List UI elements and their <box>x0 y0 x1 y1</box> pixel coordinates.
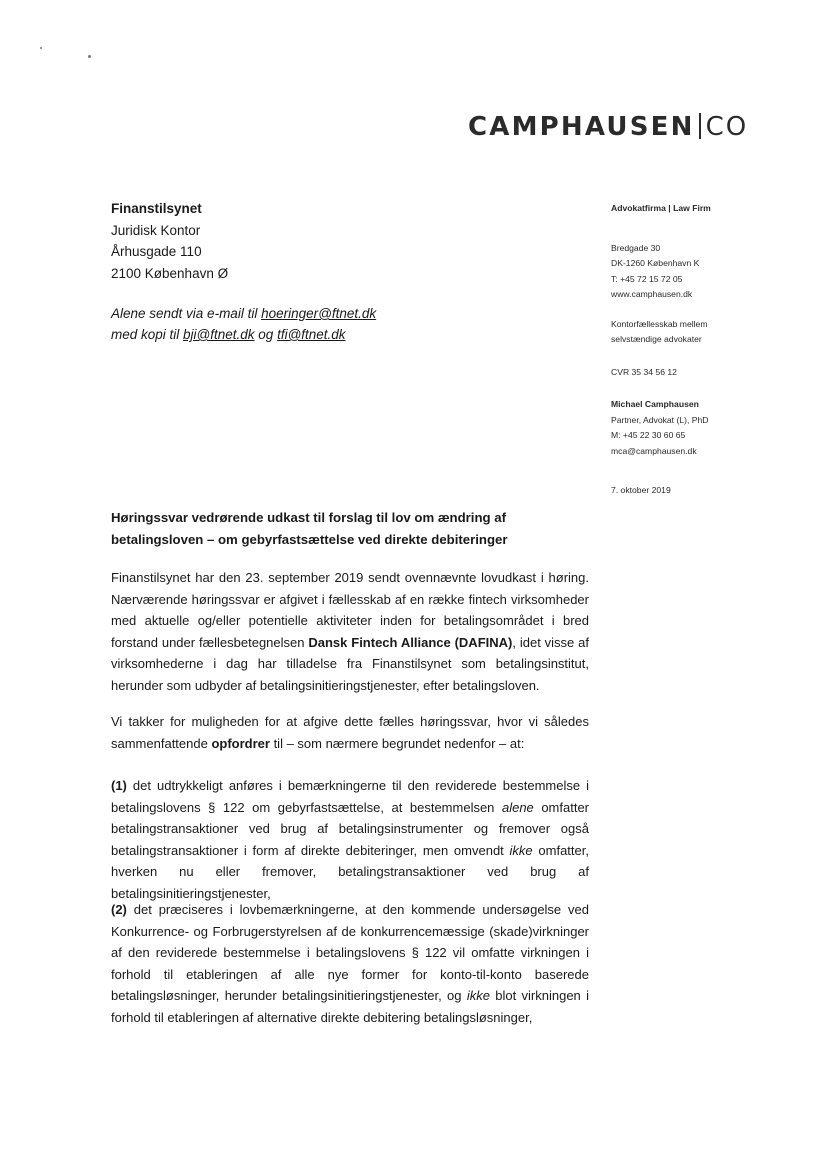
firm-note-line2: selvstændige advokater <box>611 334 702 344</box>
point-number: (1) <box>111 778 127 793</box>
paragraph-text: blot virkningen i forhold til etableringen af alternative direkte debitering betalingsløsninger, <box>111 988 589 1025</box>
firm-website[interactable]: www.camphausen.dk <box>611 289 693 299</box>
delivery-note <box>111 303 376 345</box>
scan-speck <box>40 47 42 49</box>
copy-note-conjunction: og <box>254 327 278 342</box>
email-link-bji[interactable]: bji@ftnet.dk <box>183 327 255 342</box>
letterhead-sidebar <box>611 201 711 499</box>
firm-logo <box>468 112 748 142</box>
contact-email[interactable]: mca@camphausen.dk <box>611 445 697 456</box>
point-number: (2) <box>111 902 127 917</box>
emphasis-text: alene <box>501 799 534 815</box>
paragraph-text: det præciseres i lovbemærkningerne, at den kommende undersøgelse ved Konkurrence- og Forbrugerstyrelsen af de konkurrencemæssige (skade)virkninger af den reviderede bestemmelse i betalingslovens § 122 vil omfatte virkningen i forhold til etableringen af alle nye former for konto-til-konto baserede betalingsløsninger, herunder betalingsinitieringstjenester, og <box>111 902 589 1003</box>
firm-address-street: Bredgade 30 <box>611 242 661 253</box>
recipient-city: 2100 København Ø <box>111 265 229 281</box>
paragraph-text: omfatter, hverken nu eller fremover, betalingstransaktioner ved brug af betalingsinitieringstjenester, <box>111 842 589 901</box>
scan-speck <box>88 55 91 58</box>
emphasis-text: ikke <box>466 988 490 1003</box>
paragraph-text: til – som nærmere begrundet nedenfor – at: <box>269 735 525 751</box>
email-link-hoeringer[interactable]: hoeringer@ftnet.dk <box>261 306 377 321</box>
logo-divider <box>699 113 701 139</box>
alliance-name: Dansk Fintech Alliance (DAFINA) <box>308 634 513 650</box>
recipient-address <box>111 198 228 284</box>
emphasis-text: ikke <box>509 842 533 858</box>
recipient-street: Århusgade 110 <box>111 244 202 259</box>
logo-suffix: CO <box>705 112 749 142</box>
body-paragraph-2 <box>111 711 589 754</box>
recipient-org: Finanstilsynet <box>111 201 202 216</box>
firm-note <box>611 317 711 348</box>
paragraph-text: , idet visse af virksomhederne i dag har tilladelse fra Finanstilsynet som betalingsinstitut, herunder som udbyder af betalingsinitieringstjenester, efter betalingsloven. <box>111 634 590 693</box>
recipient-dept: Juridisk Kontor <box>111 222 201 238</box>
emphasis-text: opfordrer <box>211 735 270 751</box>
letter-date: 7. oktober 2019 <box>611 485 671 495</box>
logo-main: CAMPHAUSEN <box>468 112 695 142</box>
body-paragraph-4 <box>111 899 589 1028</box>
letter-subject: Høringssvar vedrørende udkast til forslag til lov om ændring af betalingsloven – om gebyrfastsættelse ved direkte debiteringer <box>111 510 508 547</box>
delivery-note-prefix: Alene sendt via e-mail til <box>111 306 262 321</box>
paragraph-text: omfatter betalingstransaktioner ved brug af betalingsinstrumenter og fremover også betalingstransaktioner i form af direkte debiteringer, men omvendt <box>111 799 590 858</box>
paragraph-text: Vi takker for muligheden for at afgive dette fælles høringssvar, hvor vi således sammenfattende <box>111 714 589 751</box>
paragraph-text: Finanstilsynet har den 23. september 2019 sendt ovennævnte lovudkast i høring. Nærværende høringssvar er afgivet i fællesskab af en række fintech virksomheder med aktuelle og/eller potentielle aktiviteter inden for betalingsområdet i bred forstand under fællesbetegnelsen <box>111 570 589 650</box>
firm-cvr: CVR 35 34 56 12 <box>611 366 677 377</box>
contact-person <box>611 397 711 459</box>
firm-note-line1: Kontorfællesskab mellem <box>611 318 708 329</box>
contact-title: Partner, Advokat (L), PhD <box>611 414 709 425</box>
firm-phone: T: +45 72 15 72 05 <box>611 273 683 284</box>
body-paragraph-3 <box>111 775 589 904</box>
body-paragraph-1 <box>111 567 589 696</box>
firm-address-city: DK-1260 København K <box>611 258 700 268</box>
firm-type: Advokatfirma | Law Firm <box>611 203 711 213</box>
contact-mobile: M: +45 22 30 60 65 <box>611 430 686 440</box>
paragraph-text: det udtrykkeligt anføres i bemærkningerne til den reviderede bestemmelse i betalingslovens § 122 om gebyrfastsættelse, at bestemmelsen <box>111 778 589 815</box>
copy-note-prefix: med kopi til <box>111 327 184 342</box>
contact-name: Michael Camphausen <box>611 399 699 409</box>
firm-address <box>611 241 711 303</box>
email-link-tfi[interactable]: tfi@ftnet.dk <box>277 327 346 342</box>
